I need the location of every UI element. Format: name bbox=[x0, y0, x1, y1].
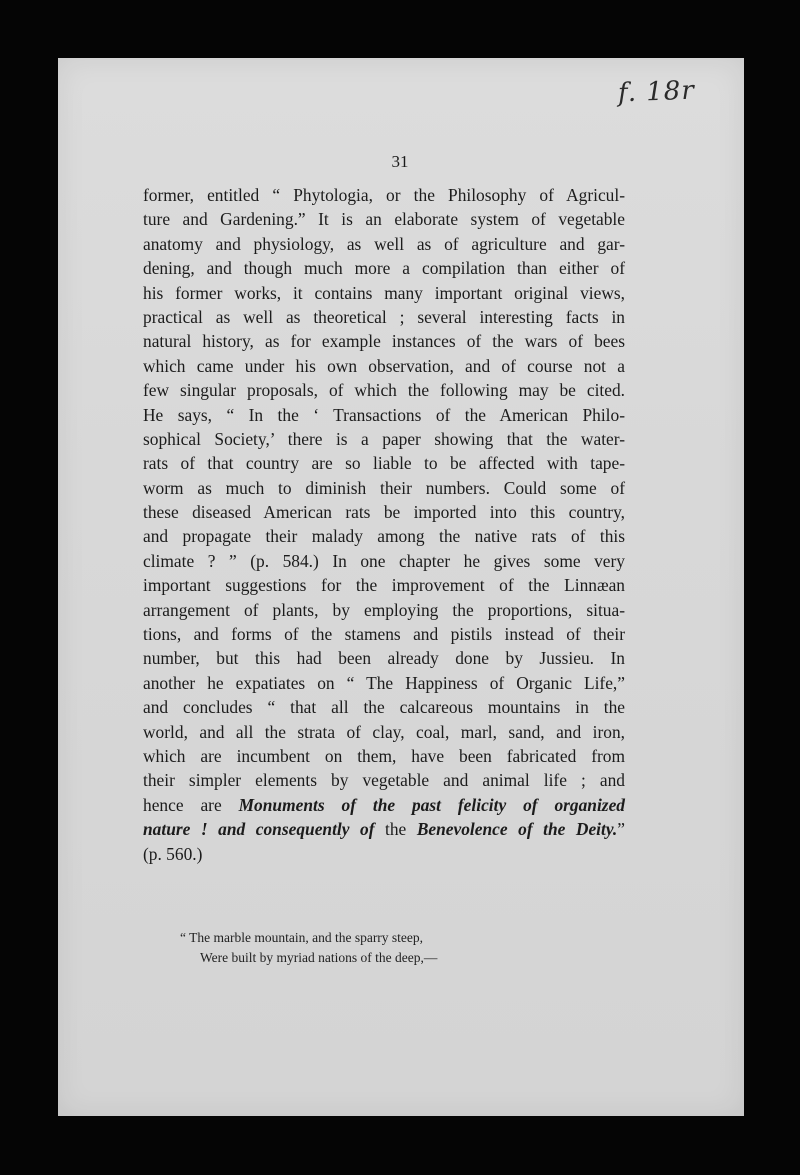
text-line: anatomy and physiology, as well as of agriculture and gar- bbox=[143, 233, 625, 254]
text-line: which are incumbent on them, have been fabricated from bbox=[143, 745, 625, 766]
closing-quote: ” bbox=[617, 819, 625, 840]
text-line: and propagate their malady among the native rats of this bbox=[143, 526, 625, 547]
emphasis-prefix: hence are bbox=[143, 794, 239, 815]
text-line: number, but this had been already done by Jussieu. In bbox=[143, 648, 625, 669]
verse-line: “ The marble mountain, and the sparry steep, bbox=[180, 930, 424, 945]
emphasis-text: nature ! and consequently of bbox=[143, 819, 375, 840]
text-line: worm as much to diminish their numbers. Could some of bbox=[143, 477, 625, 498]
text-line: another he expatiates on “ The Happiness of Organic Life,” bbox=[143, 672, 625, 693]
text-line: climate ? ” (p. 584.) In one chapter he gives some very bbox=[143, 550, 625, 571]
emphasis-text: Monuments of the past felicity of organized bbox=[238, 794, 625, 815]
text-line: natural history, as for example instances of the wars of bees bbox=[143, 331, 625, 352]
text-line: few singular proposals, of which the following may be cited. bbox=[143, 380, 625, 401]
text-line: which came under his own observation, and of course not a bbox=[143, 355, 625, 376]
text-line: these diseased American rats be imported into this country, bbox=[143, 502, 625, 523]
page-number: 31 bbox=[391, 152, 409, 171]
plain-text: the bbox=[374, 819, 417, 840]
text-line: tions, and forms of the stamens and pistils instead of their bbox=[143, 624, 625, 645]
text-line: rats of that country are so liable to be affected with tape- bbox=[143, 453, 625, 474]
text-line: his former works, it contains many important original views, bbox=[143, 282, 625, 303]
text-line: arrangement of plants, by employing the proportions, situa- bbox=[143, 599, 625, 620]
text-line: He says, “ In the ‘ Transactions of the American Philo- bbox=[143, 404, 625, 425]
text-line: important suggestions for the improvement of the Linnæan bbox=[143, 575, 625, 596]
text-line: their simpler elements by vegetable and animal life ; and bbox=[143, 770, 625, 791]
verse-line: Were built by myriad nations of the deep,— bbox=[200, 950, 438, 965]
text-line: ture and Gardening.” It is an elaborate system of vegetable bbox=[143, 209, 625, 230]
text-line: sophical Society,’ there is a paper showing that the water- bbox=[143, 428, 625, 449]
emphasis-line bbox=[143, 817, 625, 841]
emphasis-text: Benevolence of the Deity. bbox=[416, 819, 618, 840]
text-line: former, entitled “ Phytologia, or the Philosophy of Agricul- bbox=[143, 185, 625, 205]
page-reference: (p. 560.) bbox=[143, 843, 203, 864]
body-paragraph bbox=[143, 183, 625, 866]
text-line: dening, and though much more a compilation than either of bbox=[143, 258, 625, 279]
text-line: and concludes “ that all the calcareous mountains in the bbox=[143, 697, 625, 718]
emphasis-line bbox=[143, 793, 625, 817]
folio-annotation: f. 18r bbox=[617, 75, 696, 109]
verse-quotation bbox=[180, 928, 437, 968]
text-line: world, and all the strata of clay, coal, marl, sand, and iron, bbox=[143, 721, 625, 742]
text-line: practical as well as theoretical ; several interesting facts in bbox=[143, 306, 625, 327]
